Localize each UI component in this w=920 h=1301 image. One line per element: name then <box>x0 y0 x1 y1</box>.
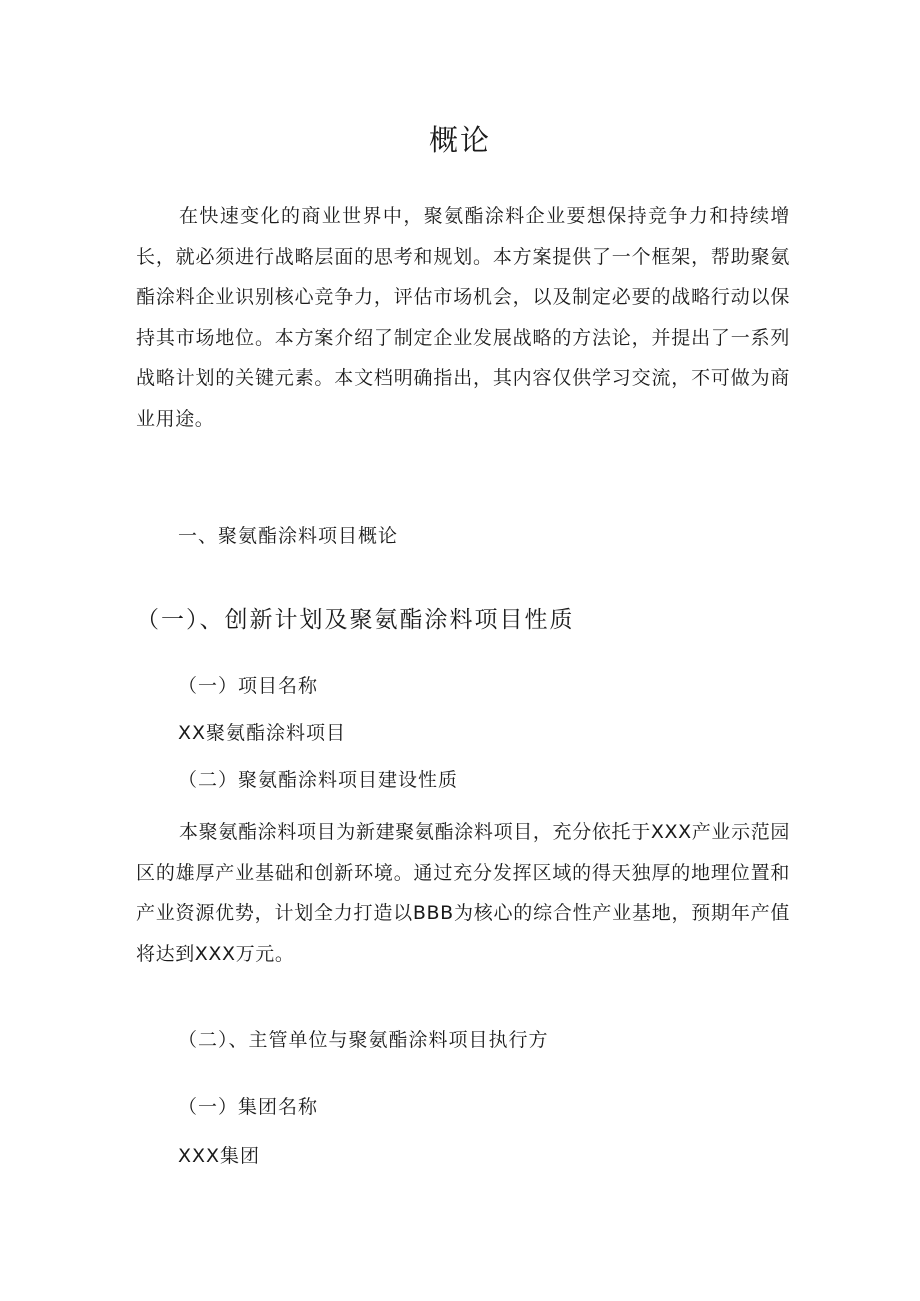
project-nature-label: （二）聚氨酯涂料项目建设性质 <box>178 769 459 791</box>
project-nature-paragraph: 本聚氨酯涂料项目为新建聚氨酯涂料项目，充分依托于XXX产业示范园区的雄厚产业基础和创新环境。通过充分发挥区域的得天独厚的地理位置和产业资源优势，计划全力打造以BBB为核心的综合性产业基地，预期年产值将达到XXX万元。 <box>136 821 790 965</box>
group-name-value: XXX集团 <box>178 1145 261 1167</box>
group-name-label: （一）集团名称 <box>178 1096 319 1118</box>
subsection-heading-2: （二）、主管单位与聚氨酯涂料项目执行方 <box>178 1029 549 1051</box>
subsection-heading: （一）、创新计划及聚氨酯涂料项目性质 <box>136 607 575 633</box>
project-name-label: （一）项目名称 <box>178 675 319 697</box>
project-name-value: XX聚氨酯涂料项目 <box>178 722 347 744</box>
section-heading: 一、聚氨酯涂料项目概论 <box>178 525 399 547</box>
page-title: 概论 <box>428 123 491 157</box>
intro-paragraph: 在快速变化的商业世界中，聚氨酯涂料企业要想保持竞争力和持续增长，就必须进行战略层面的思考和规划。本方案提供了一个框架，帮助聚氨酯涂料企业识别核心竞争力，评估市场机会，以及制定必要的战略行动以保持其市场地位。本方案介绍了制定企业发展战略的方法论，并提出了一系列战略计划的关键元素。本文档明确指出，其内容仅供学习交流，不可做为商业用途。 <box>136 205 790 430</box>
